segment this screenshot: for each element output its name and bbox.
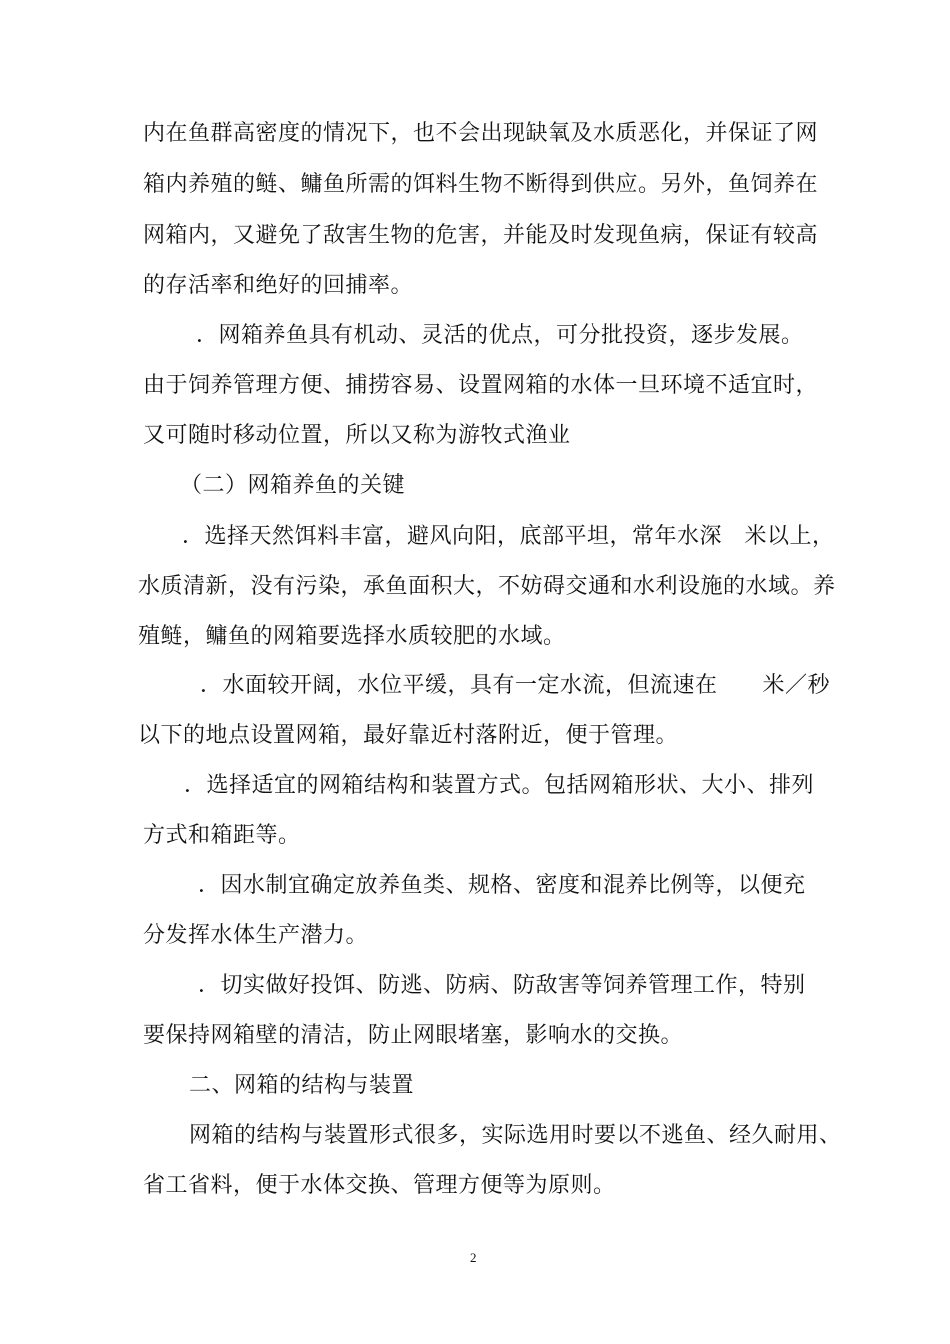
text-line: ．切实做好投饵、防逃、防病、防敌害等饲养管理工作，特别: [198, 973, 806, 998]
text-line: 分发挥水体生产潜力。: [143, 923, 369, 948]
text-line: 水质清新，没有污染，承鱼面积大，不妨碍交通和水利设施的水域。养: [138, 574, 836, 599]
section-heading: （二）网箱养鱼的关键: [180, 473, 406, 498]
section-heading: 二、网箱的结构与装置: [189, 1073, 415, 1098]
text-line: 的存活率和绝好的回捕率。: [143, 273, 414, 298]
text-line: 要保持网箱壁的清洁，防止网眼堵塞，影响水的交换。: [143, 1023, 684, 1048]
text-line: 箱内养殖的鲢、鳙鱼所需的饵料生物不断得到供应。另外，鱼饲养在: [143, 172, 819, 197]
text-line: 内在鱼群高密度的情况下，也不会出现缺氧及水质恶化，并保证了网: [143, 121, 819, 146]
text-line: 网箱的结构与装置形式很多，实际选用时要以不逃鱼、经久耐用、: [189, 1123, 842, 1148]
text-line: 以下的地点设置网箱，最好靠近村落附近，便于管理。: [138, 723, 679, 748]
text-line: ．水面较开阔，水位平缓，具有一定水流，但流速在 米／秒: [200, 673, 831, 698]
page-number: 2: [470, 1250, 477, 1265]
text-line: 网箱内，又避免了敌害生物的危害，并能及时发现鱼病，保证有较高: [143, 223, 819, 248]
text-line: ．选择适宜的网箱结构和装置方式。包括网箱形状、大小、排列: [184, 773, 815, 798]
text-line: 又可随时移动位置，所以又称为游牧式渔业: [143, 423, 571, 448]
text-line: ．因水制宜确定放养鱼类、规格、密度和混养比例等，以便充: [198, 873, 806, 898]
text-line: ．网箱养鱼具有机动、灵活的优点，可分批投资，逐步发展。: [196, 323, 804, 348]
text-line: 方式和箱距等。: [143, 823, 301, 848]
text-line: 由于饲养管理方便、捕捞容易、设置网箱的水体一旦环境不适宜时，: [143, 373, 819, 398]
text-line: 殖鲢，鳙鱼的网箱要选择水质较肥的水域。: [138, 624, 566, 649]
text-line: ．选择天然饵料丰富，避风向阳，底部平坦，常年水深 米以上，: [182, 524, 835, 549]
text-line: 省工省料，便于水体交换、管理方便等为原则。: [143, 1173, 616, 1198]
